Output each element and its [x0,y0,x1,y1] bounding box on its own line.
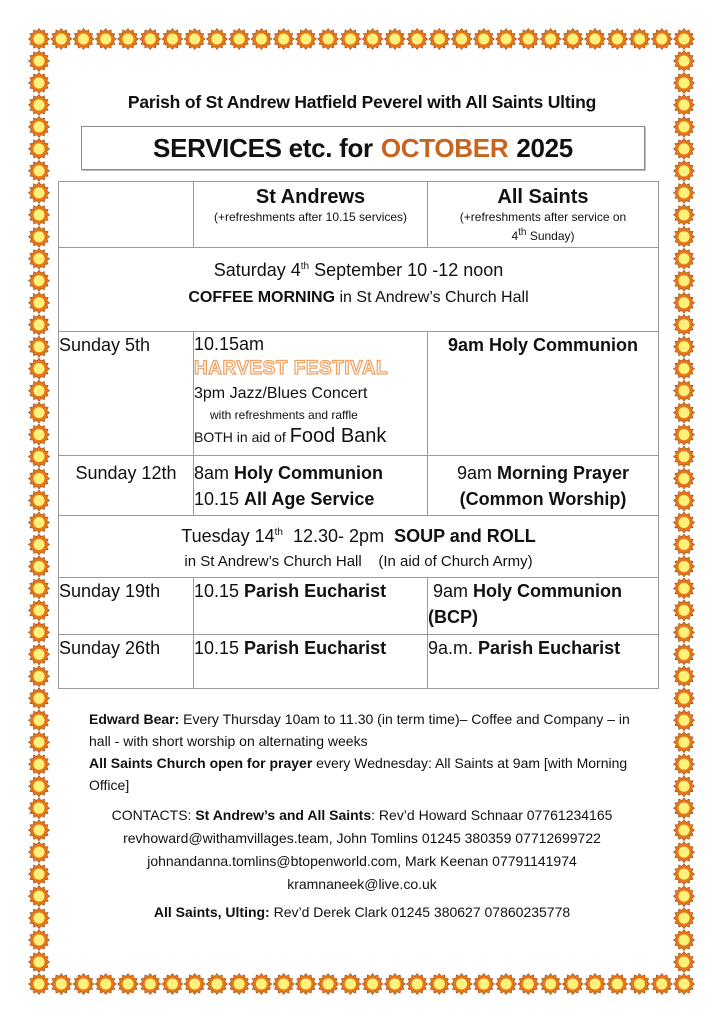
event-sup: th [300,261,310,272]
sun-icon [29,908,50,929]
sun-icon [29,754,50,775]
sun-icon [674,402,695,423]
sun-icon [29,864,50,885]
sun-icon [674,820,695,841]
sun-icon [29,578,50,599]
notes-section [89,708,649,796]
contact-line: johnandanna.tomlins@btopenworld.com, Mark Keenan 07791141974 [147,853,577,869]
sun-icon [585,29,606,50]
table-row [59,635,659,689]
sun-icon [540,29,561,50]
service-name: Parish Eucharist [244,638,387,658]
sun-icon [51,974,72,995]
note-text: every Wednesday: All Saints at 9am [with Morning Office] [89,755,628,793]
service-name: (BCP) [428,607,478,627]
sun-icon [29,29,50,50]
service-line [428,486,658,512]
sun-icon [674,644,695,665]
sun-icon [674,864,695,885]
service-name: All Age Service [244,489,375,509]
sun-icon [73,29,94,50]
service-line [194,460,427,486]
column-title: St Andrews [255,186,366,208]
prayer-note [89,752,649,796]
sun-icon [29,842,50,863]
sun-icon [674,732,695,753]
sun-icon [674,534,695,555]
sun-icon [29,270,50,291]
sun-icon [651,974,672,995]
sun-icon [384,29,405,50]
sun-icon [674,336,695,357]
all-saints-cell [428,332,659,456]
sun-icon [184,29,205,50]
sun-icon [95,974,116,995]
contact-line: kramnaneek@live.co.uk [287,876,437,892]
sun-icon [562,974,583,995]
sun-icon [206,974,227,995]
sun-icon [407,974,428,995]
sun-icon [29,248,50,269]
sun-icon [674,314,695,335]
sun-icon [229,974,250,995]
column-note: (+refreshments after 10.15 services) [213,210,408,224]
sun-icon [29,622,50,643]
ulting-contact [80,904,644,920]
event-text: 12.30- 2pm [283,526,395,546]
table-header-row [59,182,659,248]
sun-icon [674,468,695,489]
sun-icon [29,688,50,709]
sun-icon [674,248,695,269]
sun-icon [674,776,695,797]
ulting-text: Rev’d Derek Clark 01245 380627 07860235778 [269,904,571,920]
sun-icon [29,798,50,819]
sun-icon [29,314,50,335]
sun-icon [29,204,50,225]
sun-icon [29,402,50,423]
day-cell: Sunday 19th [59,578,194,635]
sun-icon [629,974,650,995]
service-line [428,578,658,604]
sun-icon [29,644,50,665]
all-saints-cell [428,456,659,516]
sun-icon [384,974,405,995]
sun-icon [362,974,383,995]
sun-icon [140,974,161,995]
sun-icon [674,842,695,863]
all-saints-cell [428,578,659,635]
sun-icon [607,974,628,995]
sun-icon [674,204,695,225]
sun-icon [29,974,50,995]
sun-icon [674,490,695,511]
sun-icon [29,336,50,357]
sun-icon [95,29,116,50]
sun-icon [29,666,50,687]
sun-icon [29,820,50,841]
sun-icon [229,29,250,50]
ulting-label: All Saints, Ulting: [153,904,270,920]
sun-icon [473,29,494,50]
sun-icon [585,974,606,995]
event-title: SOUP and ROLL [394,526,536,546]
header-empty-cell [59,182,194,248]
contacts-label: CONTACTS: [111,807,196,823]
service-line [428,604,658,630]
sun-icon [295,974,316,995]
sun-icon [518,974,539,995]
concert-text: 3pm Jazz/Blues Concert [194,385,368,402]
page-title [81,126,645,170]
sun-icon [674,930,695,951]
sun-icon [674,556,695,577]
event-text: Tuesday 14 [181,526,275,546]
sun-icon [674,270,695,291]
sun-icon [29,446,50,467]
sun-icon [29,556,50,577]
sun-icon [118,29,139,50]
sun-icon [674,754,695,775]
sun-icon [451,29,472,50]
contact-line: revhoward@withamvillages.team, John Tomlins 01245 380359 07712699722 [123,830,601,846]
soup-roll-cell [59,516,659,578]
service-name: (Common Worship) [459,489,627,509]
aid-prefix: BOTH in aid of [194,429,290,445]
service-name: Parish Eucharist [478,638,621,658]
sun-icon [29,512,50,533]
sun-icon [674,160,695,181]
note-num: 4 [511,229,519,243]
sun-icon [29,468,50,489]
sun-icon [29,732,50,753]
all-saints-cell [428,635,659,689]
sun-icon [674,512,695,533]
sun-icon [674,380,695,401]
sun-icon [429,29,450,50]
sun-icon [340,974,361,995]
sun-icon [674,446,695,467]
services-table [58,181,659,689]
sun-icon [496,29,517,50]
sun-icon [29,952,50,973]
sun-icon [29,930,50,951]
service-name: Morning Prayer [497,463,630,483]
sun-icon [674,226,695,247]
sun-icon [674,798,695,819]
event-text: September 10 -12 noon [309,260,504,280]
sun-icon [651,29,672,50]
title-prefix: SERVICES etc. for [153,132,373,163]
sun-icon [362,29,383,50]
sun-icon [674,974,695,995]
event-date [59,520,658,549]
service-line [428,460,658,486]
service-name: Holy Communion [473,581,623,601]
sun-icon [51,29,72,50]
service-time: 9a.m. [428,638,479,658]
event-text: Saturday 4 [213,260,301,280]
sun-icon [29,886,50,907]
sun-icon [340,29,361,50]
sun-icon [162,974,183,995]
sun-icon [496,974,517,995]
event-title: COFFEE MORNING [188,289,336,306]
table-row [59,456,659,516]
contact-line [80,804,644,827]
service-name: Holy Communion [234,463,384,483]
header-st-andrews [194,182,428,248]
contacts-group: St Andrew’s and All Saints [195,807,372,823]
edward-bear-note [89,708,649,752]
title-month: OCTOBER [380,132,509,163]
sun-icon [140,29,161,50]
aid-charity: Food Bank [289,425,387,447]
title-year: 2025 [516,132,573,163]
sun-icon [73,974,94,995]
sun-icon [29,358,50,379]
contacts-section [80,804,644,896]
column-title: All Saints [497,186,589,208]
sun-icon [629,29,650,50]
sun-icon [674,182,695,203]
sun-icon [674,952,695,973]
table-row [59,578,659,635]
service-time: 10.15 [194,638,245,658]
sun-icon [29,51,50,72]
service-time: 10.15 [194,489,245,509]
sun-icon [29,534,50,555]
day-cell: Sunday 26th [59,635,194,689]
service-time: 9am [456,463,497,483]
event-desc [59,284,658,312]
service-name: Parish Eucharist [244,581,387,601]
event-sup: th [274,527,283,538]
sun-icon [674,29,695,50]
service-time: 8am [194,463,235,483]
sun-icon [607,29,628,50]
event-desc: in St Andrew’s Church Hall (In aid of Church Army) [184,553,533,570]
sun-icon [674,886,695,907]
note-text: Every Thursday 10am to 11.30 (in term time)– Coffee and Company – in hall - with short worship on alternating weeks [89,711,630,749]
event-location: in St Andrew’s Church Hall [335,289,529,306]
sun-icon [674,358,695,379]
sun-icon [518,29,539,50]
note-sup: th [518,227,527,238]
sun-icon [29,160,50,181]
sun-icon [29,490,50,511]
sun-icon [674,710,695,731]
sun-icon [29,600,50,621]
sun-icon [674,600,695,621]
service-time: 9am [428,581,474,601]
sun-icon [29,710,50,731]
note-text: Sunday) [526,229,575,243]
sun-icon [674,424,695,445]
sun-icon [674,908,695,929]
sun-icon [407,29,428,50]
sun-icon [562,29,583,50]
sun-icon [29,116,50,137]
event-date [59,253,658,284]
sun-icon [295,29,316,50]
sun-icon [251,974,272,995]
sun-icon [273,29,294,50]
sun-icon [674,578,695,599]
harvest-festival: HARVEST FESTIVAL [194,358,389,379]
sun-icon [29,138,50,159]
sun-icon [674,138,695,159]
day-cell: Sunday 12th [59,456,194,516]
sun-icon [118,974,139,995]
day-cell: Sunday 5th [59,332,194,456]
st-andrews-cell [194,332,428,456]
parish-title: Parish of St Andrew Hatfield Peverel with All Saints Ulting [127,92,597,112]
sun-icon [206,29,227,50]
sun-icon [29,776,50,797]
sun-icon [29,73,50,94]
service-name: 9am Holy Communion [447,335,639,355]
sun-icon [273,974,294,995]
sun-icon [674,51,695,72]
service-line [194,486,427,512]
sun-icon [674,292,695,313]
contact-text: : Rev’d Howard Schnaar 07761234165 [371,807,613,823]
st-andrews-cell [194,635,428,689]
sun-icon [29,380,50,401]
table-row [59,248,659,332]
sun-icon [451,974,472,995]
concert-note: with refreshments and raffle [210,408,358,422]
sun-icon [29,292,50,313]
column-note [428,209,658,244]
header-all-saints [428,182,659,248]
sun-icon [29,226,50,247]
table-row [59,516,659,578]
sun-icon [429,974,450,995]
sun-icon [29,424,50,445]
sun-icon [29,182,50,203]
aid-text [194,424,427,449]
sun-icon [473,974,494,995]
sun-icon [674,666,695,687]
sun-icon [674,116,695,137]
sun-icon [318,974,339,995]
sun-icon [184,974,205,995]
service-time: 10.15am [194,334,265,354]
table-row [59,332,659,456]
sun-icon [540,974,561,995]
service-time: 10.15 [194,581,245,601]
sun-icon [674,688,695,709]
sun-icon [318,29,339,50]
note-label: Edward Bear: [89,711,180,727]
sun-icon [674,73,695,94]
coffee-morning-cell [59,248,659,332]
sun-icon [251,29,272,50]
note-label: All Saints Church open for prayer [89,755,313,771]
st-andrews-cell [194,578,428,635]
sun-icon [674,622,695,643]
note-text: (+refreshments after service on [459,210,627,224]
sun-icon [162,29,183,50]
st-andrews-cell [194,456,428,516]
